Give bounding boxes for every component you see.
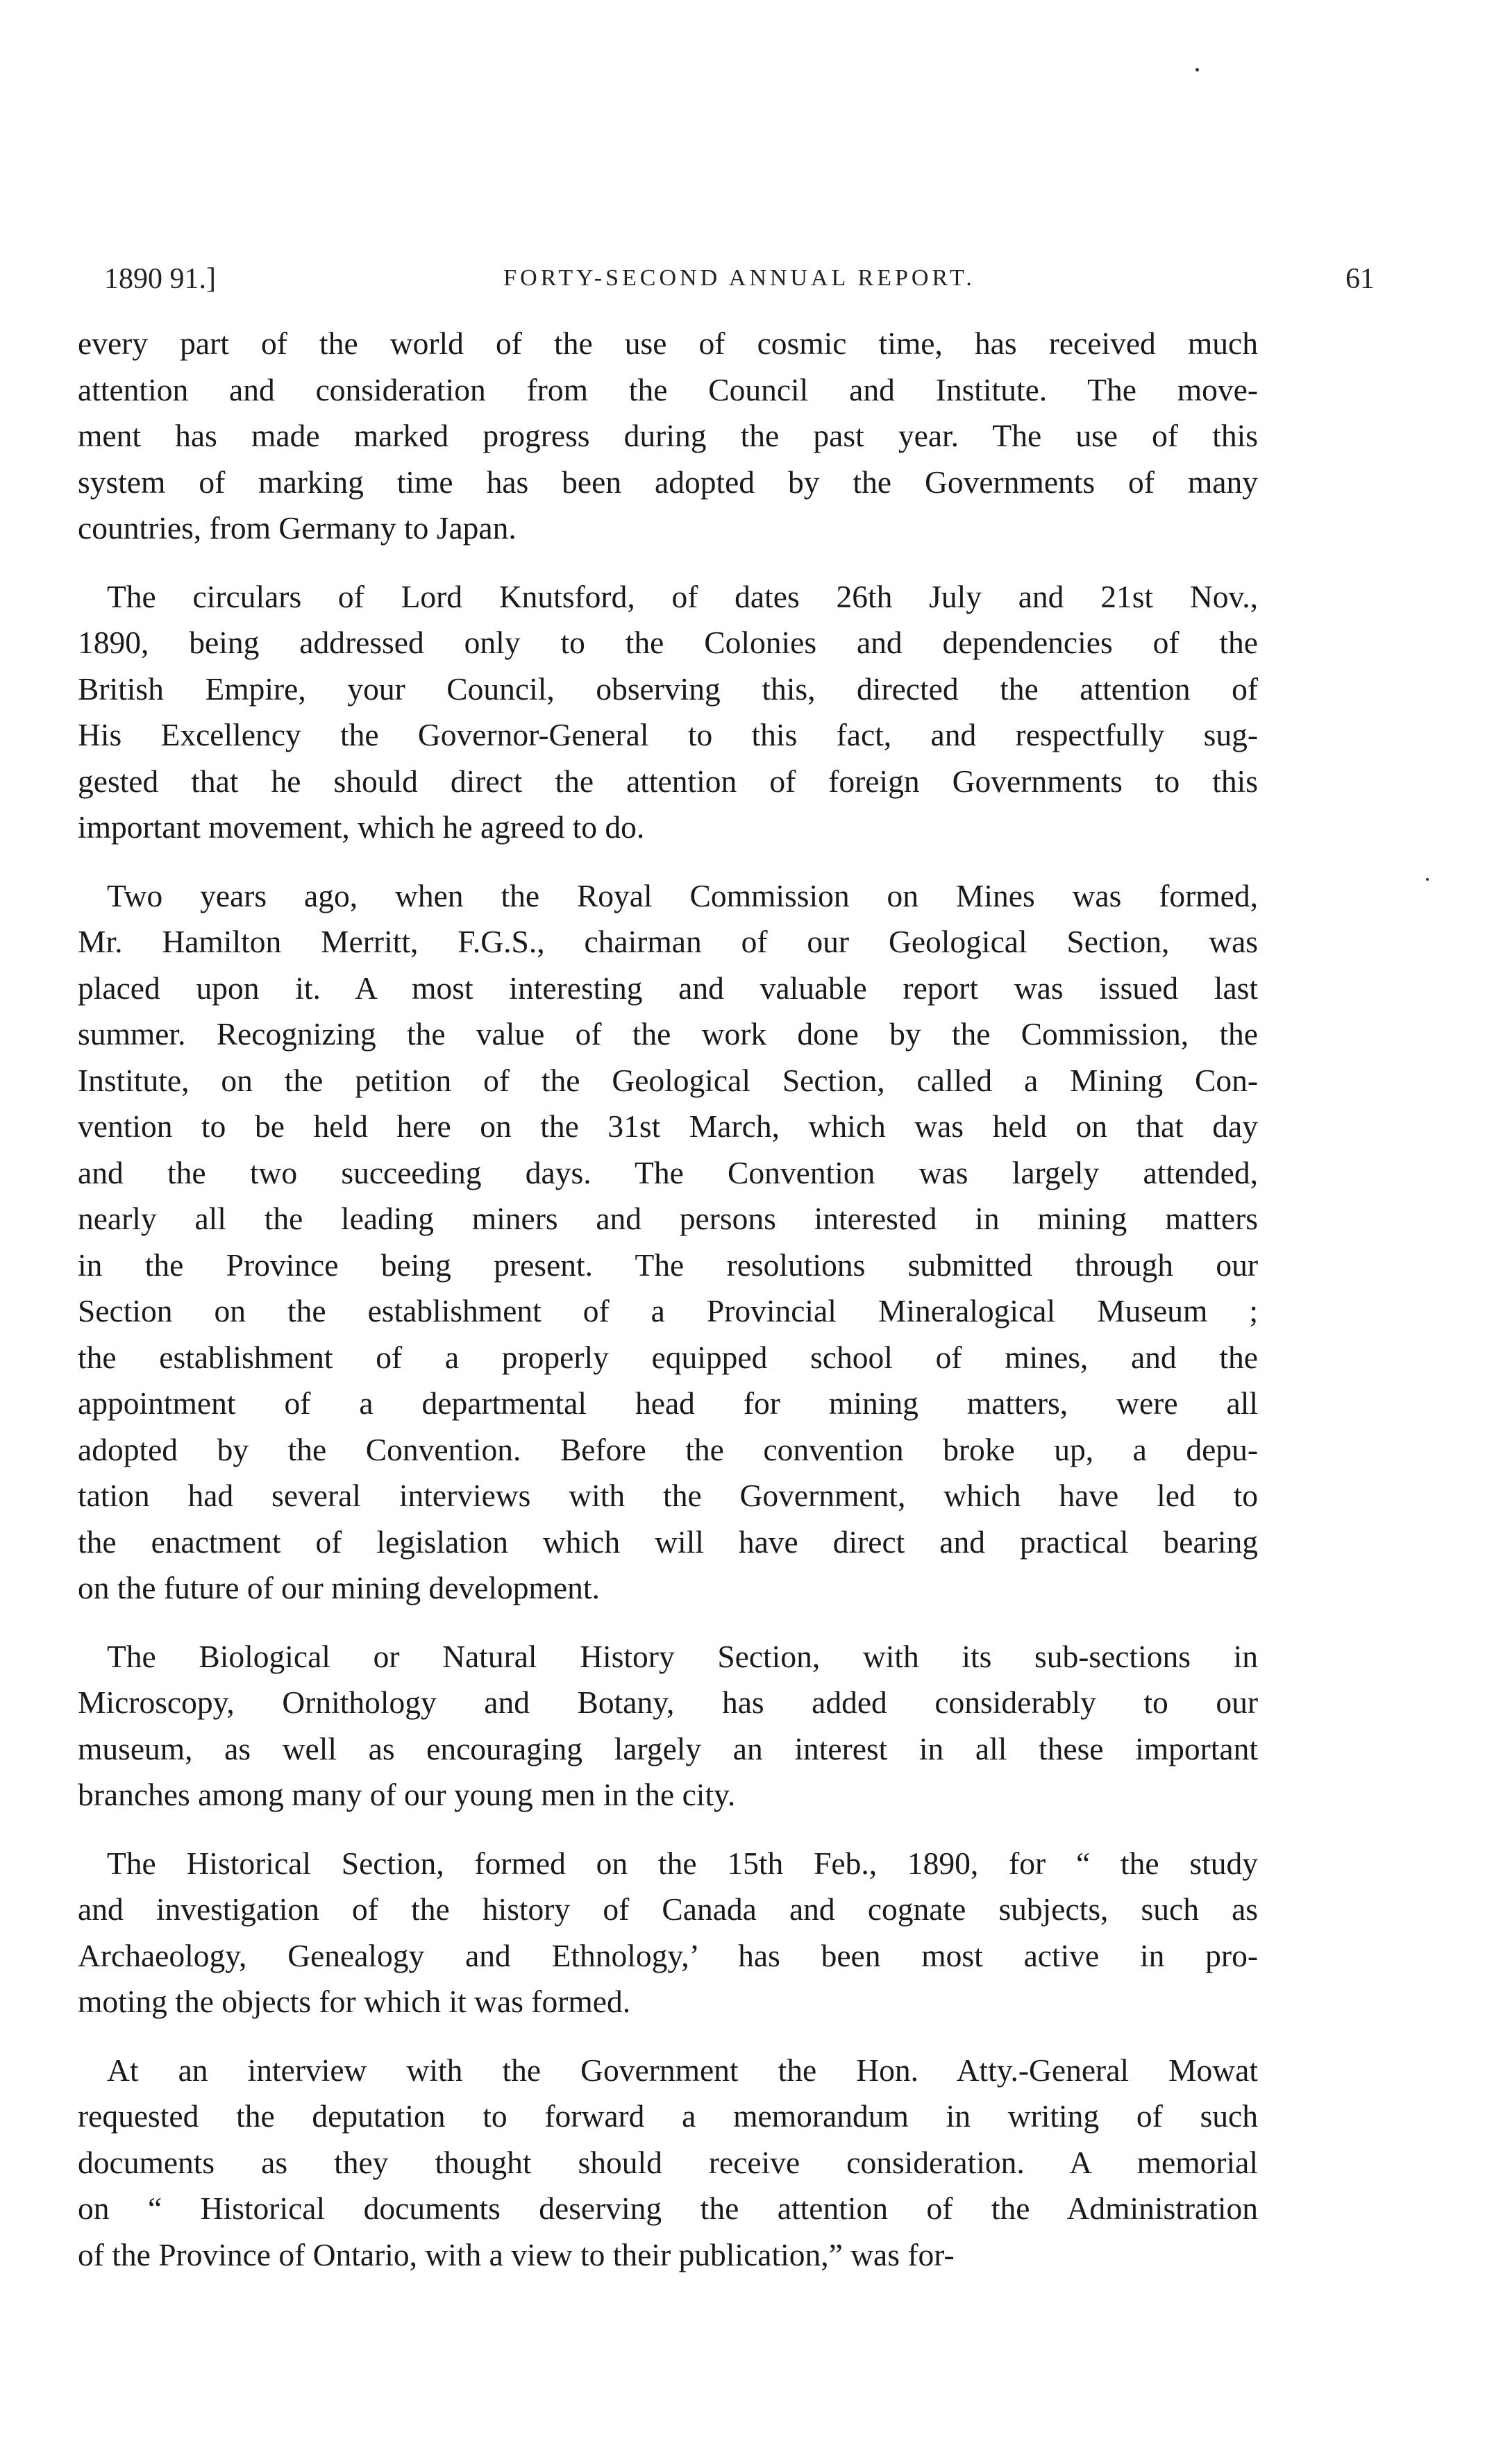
text-line: nearly all the leading miners and persons interested in mining matters bbox=[78, 1201, 1258, 1236]
text-line: countries, from Germany to Japan. bbox=[78, 510, 517, 546]
text-line: placed upon it. A most interesting and valuable report was issued last bbox=[78, 970, 1258, 1006]
text-line: tation had several interviews with the Government, which have led to bbox=[78, 1478, 1258, 1513]
text-line: gested that he should direct the attention of foreign Governments to this bbox=[78, 763, 1258, 799]
text-line: Institute, on the petition of the Geological Section, called a Mining Con- bbox=[78, 1062, 1258, 1098]
text-line: and investigation of the history of Canada and cognate subjects, such as bbox=[78, 1891, 1258, 1927]
text-line: Archaeology, Genealogy and Ethnology,’ has been most active in pro- bbox=[78, 1937, 1258, 1973]
text-line: 1890, being addressed only to the Colonies and dependencies of the bbox=[78, 625, 1258, 660]
header-title: FORTY-SECOND ANNUAL REPORT. bbox=[503, 265, 975, 291]
text-line: and the two succeeding days. The Convention was largely attended, bbox=[78, 1154, 1258, 1190]
text-line: The Biological or Natural History Section, with its sub-sections in bbox=[107, 1638, 1258, 1674]
text-line: attention and consideration from the Council and Institute. The move- bbox=[78, 371, 1258, 407]
text-line: The circulars of Lord Knutsford, of dates 26th July and 21st Nov., bbox=[107, 578, 1258, 614]
text-line: At an interview with the Government the Hon. Atty.-General Mowat bbox=[107, 2052, 1258, 2088]
text-line: Mr. Hamilton Merritt, F.G.S., chairman of our Geological Section, was bbox=[78, 924, 1258, 959]
text-line: on “ Historical documents deserving the attention of the Administration bbox=[78, 2191, 1258, 2226]
text-line: museum, as well as encouraging largely an interest in all these important bbox=[78, 1730, 1258, 1766]
text-line: in the Province being present. The resolutions submitted through our bbox=[78, 1247, 1258, 1283]
text-line: ment has made marked progress during the past year. The use of this bbox=[78, 418, 1258, 453]
paragraph bbox=[78, 2048, 1258, 2279]
text-line: the establishment of a properly equipped school of mines, and the bbox=[78, 1339, 1258, 1375]
text-line: adopted by the Convention. Before the convention broke up, a depu- bbox=[78, 1431, 1258, 1467]
paragraph bbox=[78, 321, 1258, 552]
scan-speck bbox=[1195, 68, 1199, 71]
text-line: every part of the world of the use of cosmic time, has received much bbox=[78, 326, 1258, 361]
text-line: British Empire, your Council, observing this, directed the attention of bbox=[78, 670, 1258, 707]
paragraph bbox=[78, 574, 1258, 851]
text-line: documents as they thought should receive consideration. A memorial bbox=[78, 2144, 1258, 2180]
scan-speck bbox=[1426, 878, 1429, 881]
text-line: of the Province of Ontario, with a view to their publication,” was for- bbox=[78, 2236, 955, 2272]
text-line: Microscopy, Ornithology and Botany, has added considerably to our bbox=[78, 1685, 1258, 1720]
paragraph bbox=[78, 1841, 1258, 2025]
text-line: the enactment of legislation which will have direct and practical bearing bbox=[78, 1524, 1258, 1560]
running-header bbox=[104, 262, 1375, 304]
text-line: important movement, which he agreed to do. bbox=[78, 809, 645, 845]
text-line: summer. Recognizing the value of the work done by the Commission, the bbox=[78, 1016, 1258, 1052]
text-line: requested the deputation to forward a memorandum in writing of such bbox=[78, 2098, 1258, 2134]
header-year: 1890 91.] bbox=[104, 263, 216, 295]
text-line: The Historical Section, formed on the 15th Feb., 1890, for “ the study bbox=[107, 1845, 1258, 1881]
text-line: on the future of our mining development. bbox=[78, 1570, 600, 1605]
text-line: branches among many of our young men in the city. bbox=[78, 1777, 736, 1812]
page-number: 61 bbox=[1345, 263, 1375, 295]
body-text bbox=[78, 321, 1258, 2300]
text-line: system of marking time has been adopted by the Governments of many bbox=[78, 464, 1258, 500]
text-line: Section on the establishment of a Provincial Mineralogical Museum ; bbox=[78, 1293, 1258, 1328]
paragraph bbox=[78, 873, 1258, 1612]
paragraph bbox=[78, 1634, 1258, 1819]
text-line: moting the objects for which it was formed. bbox=[78, 1984, 631, 2019]
text-line: His Excellency the Governor-General to this fact, and respectfully sug- bbox=[78, 717, 1258, 752]
text-line: appointment of a departmental head for mining matters, were all bbox=[78, 1385, 1258, 1421]
text-line: Two years ago, when the Royal Commission on Mines was formed, bbox=[107, 877, 1258, 913]
text-line: vention to be held here on the 31st March, which was held on that day bbox=[78, 1108, 1258, 1144]
